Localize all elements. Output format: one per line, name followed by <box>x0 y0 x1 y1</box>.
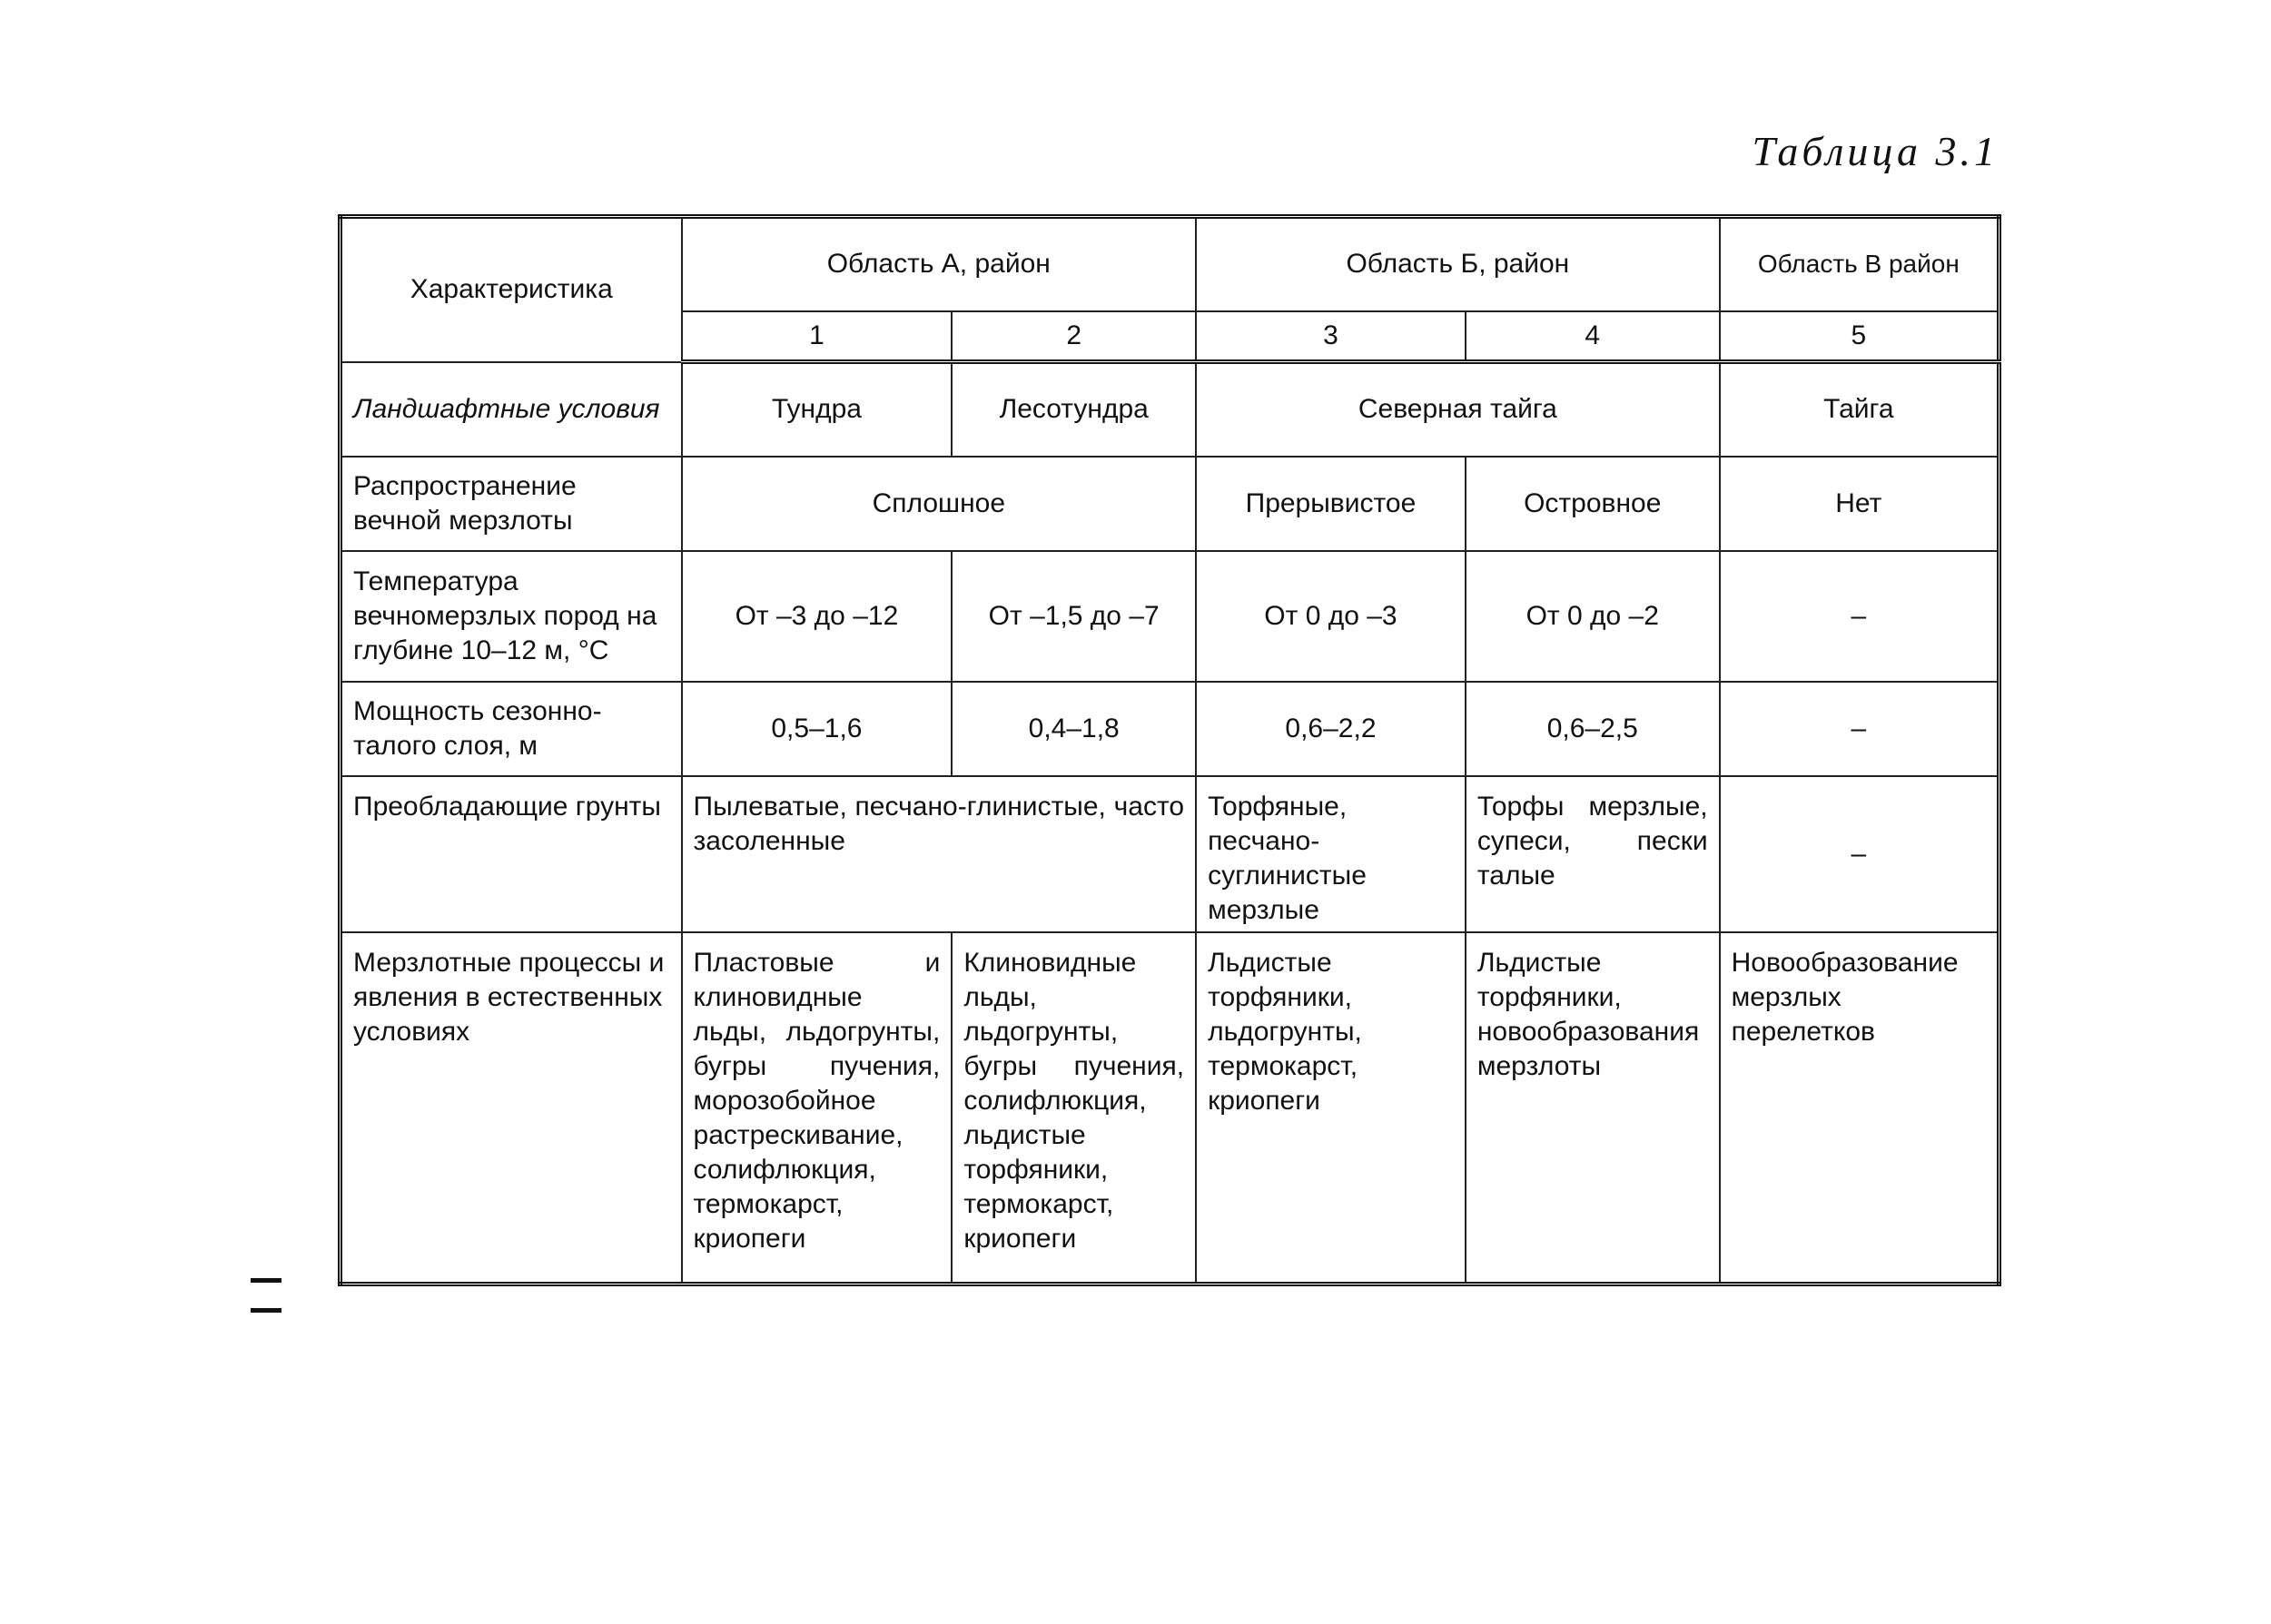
header-district-3: 3 <box>1196 311 1466 362</box>
cell-thickness-5: – <box>1720 682 1999 776</box>
cell-soils-3: Торфяные, песчано-суглинистые мерзлые <box>1196 776 1466 932</box>
header-district-5: 5 <box>1720 311 1999 362</box>
header-district-2: 2 <box>952 311 1196 362</box>
cell-permafrost-spread-5: Нет <box>1720 457 1999 551</box>
header-area-a: Область А, район <box>682 217 1197 311</box>
row-label-landscape: Ландшафтные условия <box>341 362 682 457</box>
cell-temperature-5: – <box>1720 551 1999 682</box>
cell-permafrost-spread-4: Островное <box>1466 457 1720 551</box>
table-row-soils <box>341 776 1999 932</box>
cell-landscape-1: Тундра <box>682 362 953 457</box>
cell-landscape-3-4: Северная тайга <box>1196 362 1720 457</box>
cell-landscape-5: Тайга <box>1720 362 1999 457</box>
table-row-processes <box>341 932 1999 1284</box>
cell-landscape-2: Лесотундра <box>952 362 1196 457</box>
table-row-landscape <box>341 362 1999 457</box>
cell-processes-1: Пластовые и клиновидные льды, льдогрунты, бугры пучения, морозобойное растрескивание, солифлюкция, термокарст, криопеги <box>682 932 953 1284</box>
cell-temperature-4: От 0 до –2 <box>1466 551 1720 682</box>
cell-temperature-3: От 0 до –3 <box>1196 551 1466 682</box>
cell-soils-1-2: Пылеватые, песчано-глинистые, часто засоленные <box>682 776 1197 932</box>
row-label-thickness: Мощность сезонно-талого слоя, м <box>341 682 682 776</box>
header-district-1: 1 <box>682 311 953 362</box>
cell-temperature-1: От –3 до –12 <box>682 551 953 682</box>
row-label-temperature: Температура вечномерзлых пород на глубине 10–12 м, °С <box>341 551 682 682</box>
permafrost-table <box>338 214 2001 1286</box>
table-caption: Таблица 3.1 <box>1752 128 1999 174</box>
cell-thickness-2: 0,4–1,8 <box>952 682 1196 776</box>
table-row-thickness <box>341 682 1999 776</box>
cell-thickness-4: 0,6–2,5 <box>1466 682 1720 776</box>
header-district-4: 4 <box>1466 311 1720 362</box>
table-row-temperature <box>341 551 1999 682</box>
header-area-b: Область Б, район <box>1196 217 1720 311</box>
row-label-processes: Мерзлотные процессы и явления в естественных условиях <box>341 932 682 1284</box>
cell-thickness-1: 0,5–1,6 <box>682 682 953 776</box>
cell-soils-5: – <box>1720 776 1999 932</box>
header-area-c: Область В район <box>1720 217 1999 311</box>
table-row-permafrost-spread <box>341 457 1999 551</box>
cell-soils-4: Торфы мерзлые, супеси, пески талые <box>1466 776 1720 932</box>
permafrost-table-wrapper <box>338 214 2001 1256</box>
cell-temperature-2: От –1,5 до –7 <box>952 551 1196 682</box>
cell-processes-5: Новообразование мерзлых перелетков <box>1720 932 1999 1284</box>
margin-mark <box>251 1278 281 1313</box>
cell-processes-2: Клиновидные льды, льдогрунты, бугры пучения, солифлюкция, льдистые торфяники, термокарст, криопеги <box>952 932 1196 1284</box>
cell-thickness-3: 0,6–2,2 <box>1196 682 1466 776</box>
row-label-permafrost-spread: Распространение вечной мерзлоты <box>341 457 682 551</box>
cell-processes-3: Льдистые торфяники, льдогрунты, термокарст, криопеги <box>1196 932 1466 1284</box>
cell-permafrost-spread-3: Прерывистое <box>1196 457 1466 551</box>
cell-processes-4: Льдистые торфяники, новообразования мерзлоты <box>1466 932 1720 1284</box>
cell-permafrost-spread-1-2: Сплошное <box>682 457 1197 551</box>
row-label-soils: Преобладающие грунты <box>341 776 682 932</box>
header-characteristic: Характеристика <box>341 217 682 362</box>
